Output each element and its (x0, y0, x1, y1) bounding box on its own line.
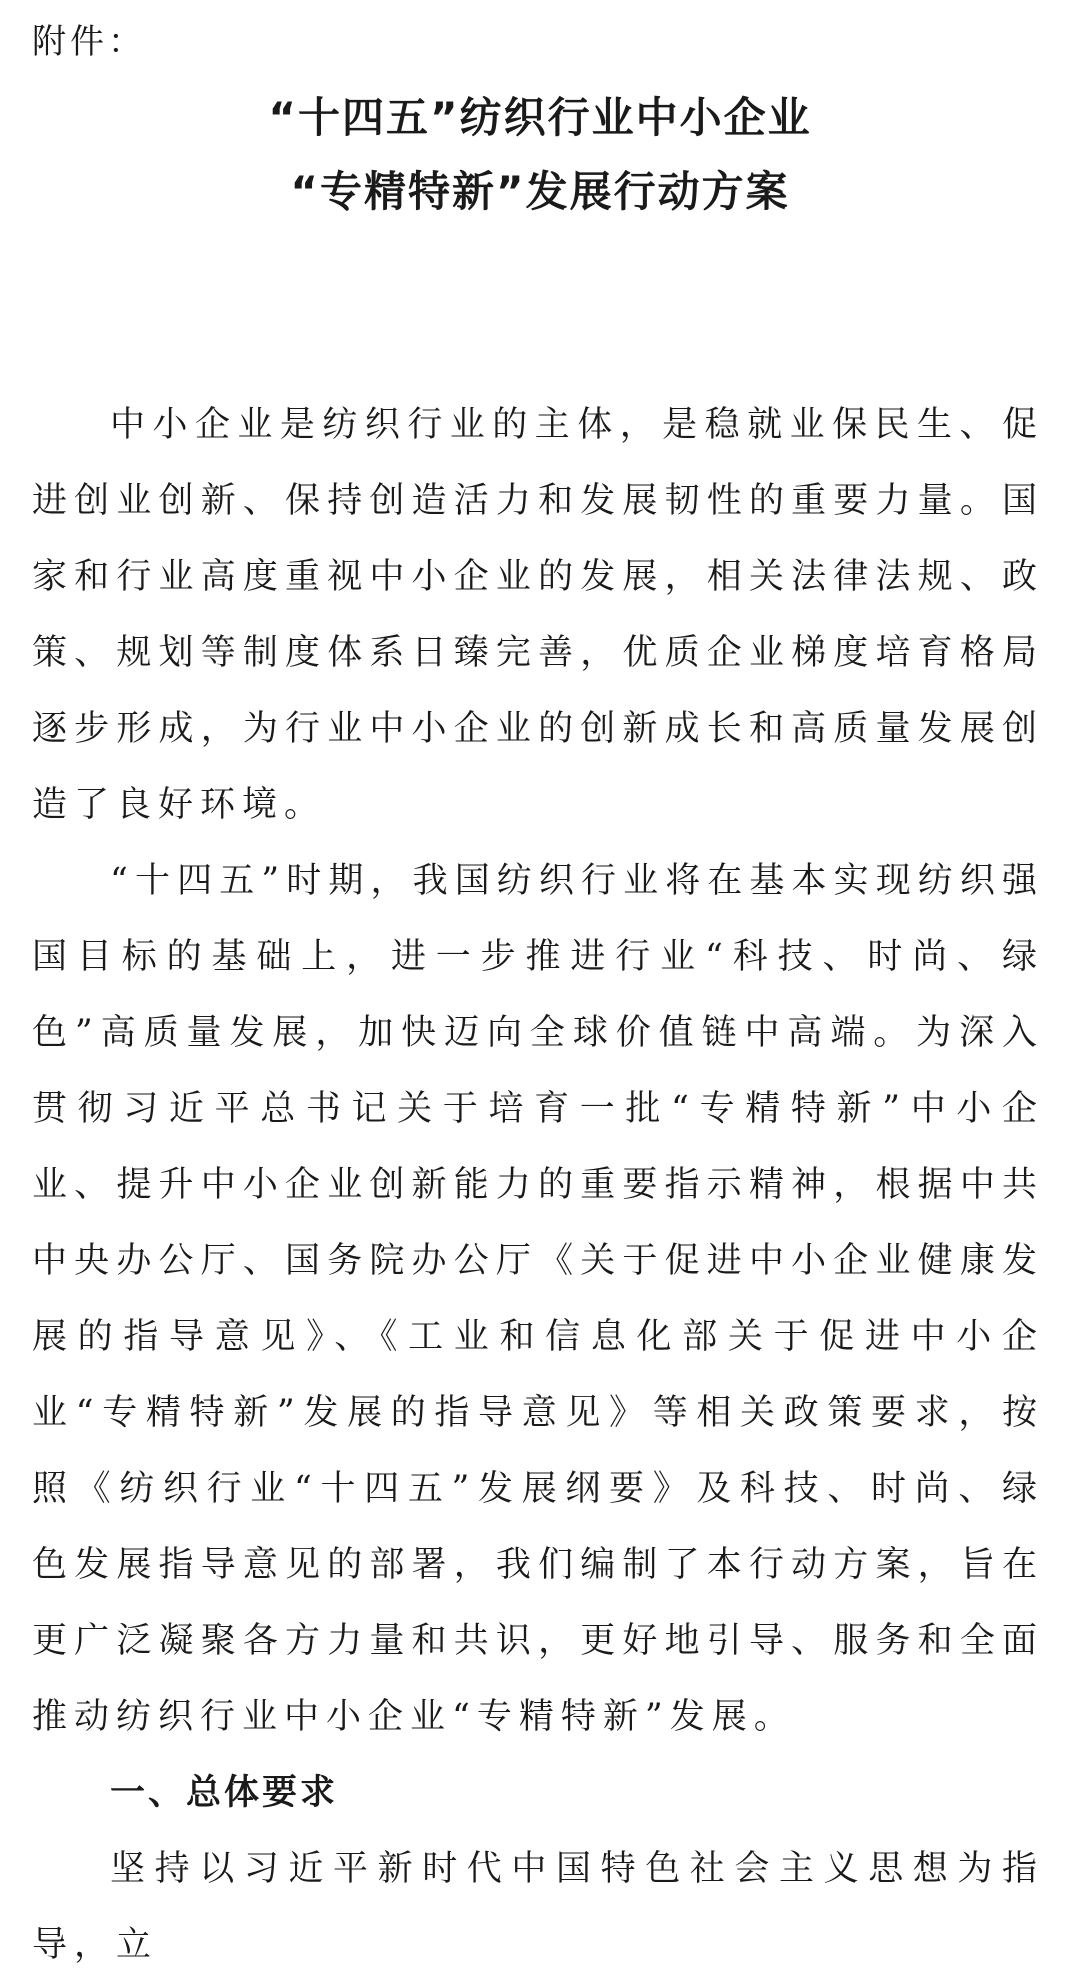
document-title-line-2: “专精特新”发展行动方案 (290, 167, 790, 216)
document-body (32, 387, 1044, 1983)
document-title-line-1: “十四五”纺织行业中小企业 (268, 93, 812, 142)
paragraph-intro: 中小企业是纺织行业的主体，是稳就业保民生、促进创业创新、保持创造活力和发展韧性的重要力量。国家和行业高度重视中小企业的发展，相关法律法规、政策、规划等制度体系日臻完善，优质企业梯度培育格局逐步形成，为行业中小企业的创新成长和高质量发展创造了良好环境。 (32, 405, 1044, 825)
section-heading-general-requirements: 一、总体要求 (110, 1773, 339, 1813)
paragraph-background: “十四五”时期，我国纺织行业将在基本实现纺织强国目标的基础上，进一步推进行业“科技、时尚、绿色”高质量发展，加快迈向全球价值链中高端。为深入贯彻习近平总书记关于培育一批“专精特新”中小企业、提升中小企业创新能力的重要指示精神，根据中共中央办公厅、国务院办公厅《关于促进中小企业健康发展的指导意见》、《工业和信息化部关于促进中小企业“专精特新”发展的指导意见》等相关政策要求，按照《纺织行业“十四五”发展纲要》及科技、时尚、绿色发展指导意见的部署，我们编制了本行动方案，旨在更广泛凝聚各方力量和共识，更好地引导、服务和全面推动纺织行业中小企业“专精特新”发展。 (32, 861, 1044, 1737)
paragraph-section1-start: 坚持以习近平新时代中国特色社会主义思想为指导，立 (32, 1849, 1044, 1965)
attachment-label: 附件： (32, 22, 146, 62)
